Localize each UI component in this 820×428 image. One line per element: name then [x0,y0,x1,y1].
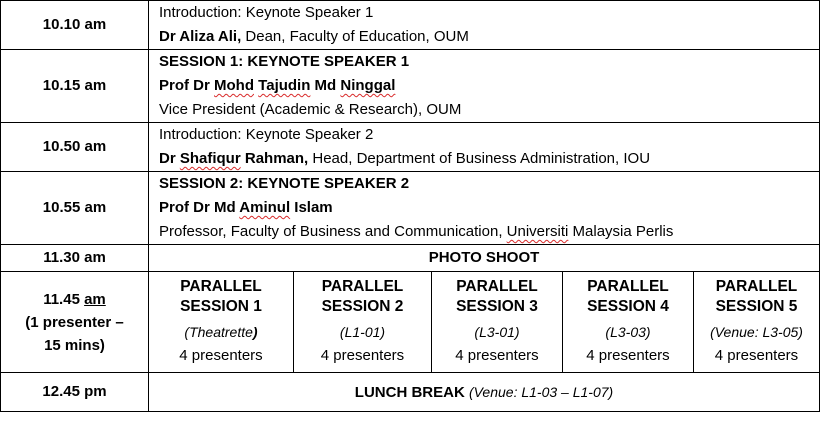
parallel-session-title: PARALLEL SESSION 1 [180,277,262,315]
lunch-break-label: LUNCH BREAK [354,383,465,401]
lunch-break-venue: (Venue: L1-03 – L1-07) [468,383,614,400]
parallel-session-count: 4 presenters [586,346,670,364]
parallel-session-2 [294,272,432,373]
schedule-row [1,245,820,272]
schedule-row [1,50,820,123]
lunch-break-cell [149,373,820,412]
parallel-session-venue: (L1-01) [339,323,386,340]
parallel-session-count: 4 presenters [320,346,405,364]
time-cell: 10.10 am [1,1,149,50]
description-cell [149,172,820,245]
parallel-session-count: 4 presenters [179,346,263,364]
time-main: 11.45 am [43,290,106,308]
speaker-name: Prof Dr Md Aminul Islam [159,199,333,216]
parallel-session-title: PARALLEL SESSION 5 [715,277,798,315]
speaker-line [159,147,819,171]
speaker-name: Dr Shafiqur Rahman, [159,150,309,167]
time-cell: 11.30 am [1,245,149,272]
speaker-role: Dean, Faculty of Education, OUM [241,28,469,45]
time-cell: 10.55 am [1,172,149,245]
parallel-session-5 [694,272,820,373]
photo-shoot-label: PHOTO SHOOT [149,245,820,272]
speaker-name: Dr Aliza Ali, [159,28,242,45]
parallel-session-4 [563,272,694,373]
description-cell [149,123,820,172]
parallel-session-venue: (L3-01) [474,323,520,340]
time-cell: 10.15 am [1,50,149,123]
session-title: SESSION 1: KEYNOTE SPEAKER 1 [159,53,410,70]
schedule-row [1,272,820,373]
parallel-session-venue: (L3-03) [605,323,651,340]
schedule-row [1,1,820,50]
speaker-role: Professor, Faculty of Business and Communication, Universiti Malaysia Perlis [159,223,674,240]
schedule-row [1,373,820,412]
speaker-role: Vice President (Academic & Research), OUM [159,101,462,118]
schedule-row [1,172,820,245]
parallel-session-title: PARALLEL SESSION 2 [321,277,404,315]
parallel-session-venue: (Venue: L3-05) [710,323,803,340]
time-cell: 12.45 pm [1,373,149,412]
time-cell [1,272,149,373]
parallel-session-venue: (Theatrette) [184,323,258,340]
parallel-session-count: 4 presenters [455,346,539,364]
parallel-session-1 [149,272,294,373]
parallel-session-title: PARALLEL SESSION 3 [456,277,538,315]
description-cell [149,1,820,50]
speaker-name: Prof Dr Mohd Tajudin Md Ninggal [159,77,396,94]
parallel-session-title: PARALLEL SESSION 4 [587,277,669,315]
time-cell: 10.50 am [1,123,149,172]
speaker-line [159,25,819,49]
parallel-session-3 [432,272,563,373]
intro-line: Introduction: Keynote Speaker 1 [159,4,374,21]
time-note: (1 presenter – 15 mins) [25,313,124,354]
parallel-session-count: 4 presenters [714,346,799,364]
intro-line: Introduction: Keynote Speaker 2 [159,126,374,143]
schedule-row [1,123,820,172]
description-cell [149,50,820,123]
session-title: SESSION 2: KEYNOTE SPEAKER 2 [159,175,410,192]
speaker-role: Head, Department of Business Administration, IOU [308,150,651,167]
